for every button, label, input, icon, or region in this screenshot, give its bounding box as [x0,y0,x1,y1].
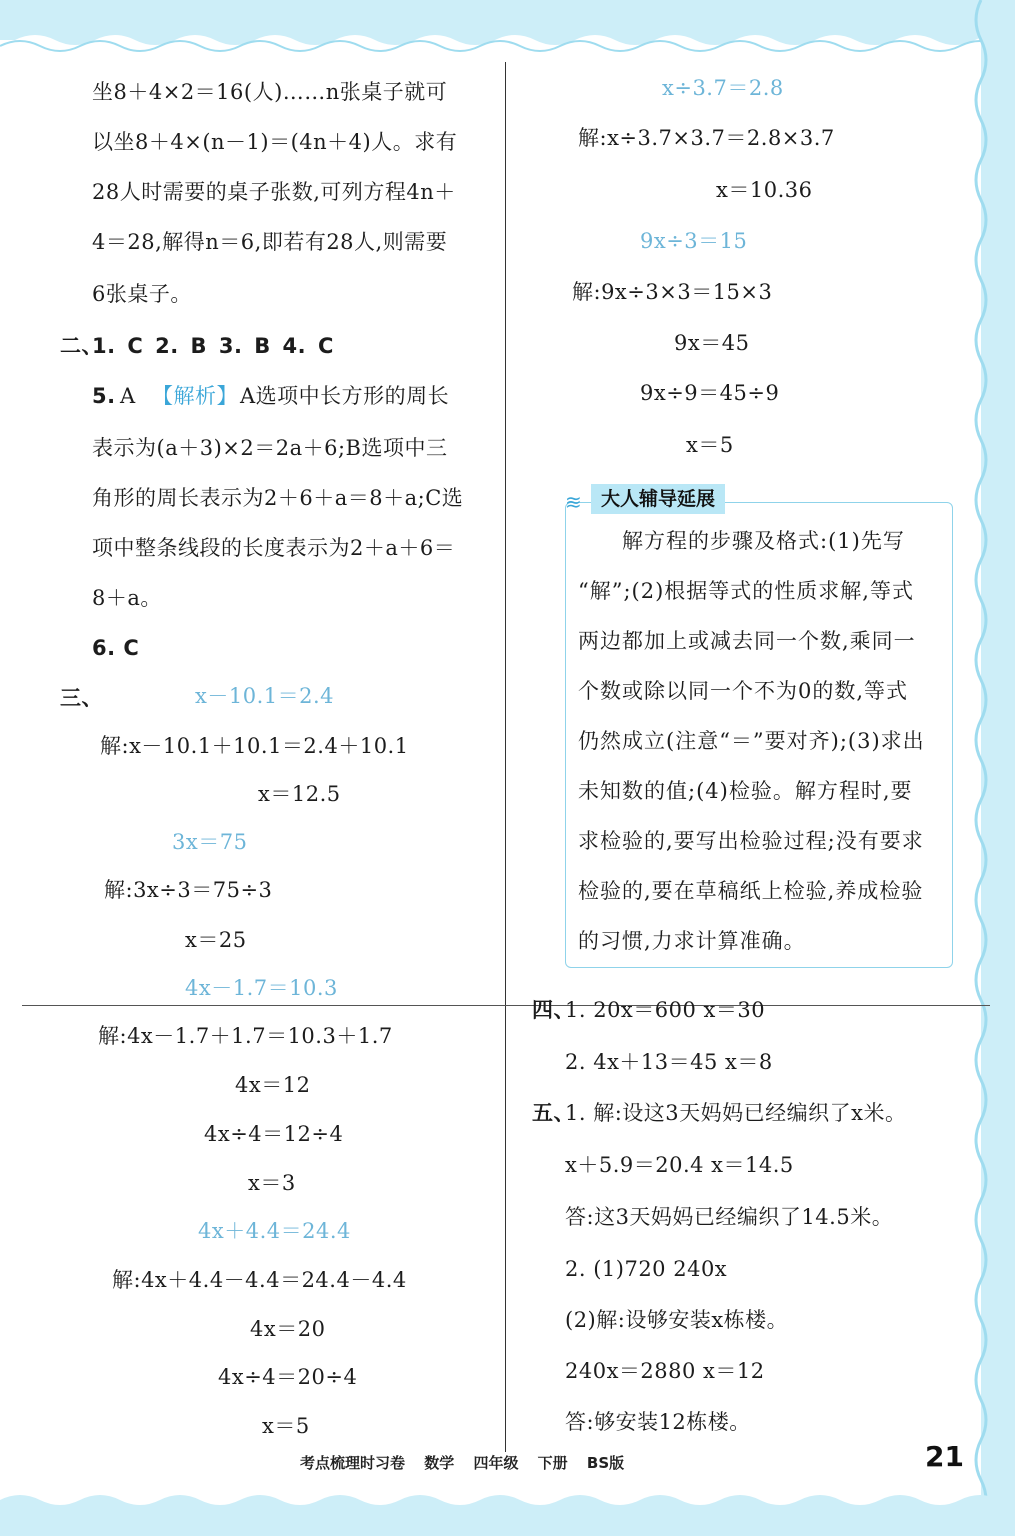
answer-line: 答:够安装12栋楼。 [565,1410,751,1434]
solution-step: 4x÷4＝12÷4 [204,1122,344,1146]
solution-step: 4x＝20 [250,1317,326,1341]
answer-line: 答:这3天妈妈已经编织了14.5米。 [565,1205,894,1229]
answer-line: 1. 解:设这3天妈妈已经编织了x米。 [565,1101,907,1125]
tip-line: 两边都加上或减去同一个数,乘同一 [578,629,916,653]
page-footer: 考点梳理时习卷 数学 四年级 下册 BS版 [300,1454,625,1472]
section-4-label: 四、 [532,998,575,1022]
solution-step: x＝12.5 [258,782,341,806]
section-2-answers: 1. C 2. B 3. B 4. C [92,334,334,358]
tip-line: “解”;(2)根据等式的性质求解,等式 [578,579,914,603]
solution-step: 解:x－10.1＋10.1＝2.4＋10.1 [100,734,409,758]
solution-step: 9x÷9＝45÷9 [640,381,780,405]
equation-6: 9x÷3＝15 [640,229,748,253]
solution-step: 解:x÷3.7×3.7＝2.8×3.7 [578,126,835,150]
paragraph-line: 8＋a。 [92,586,162,610]
paragraph-line: A选项中长方形的周长 [240,384,450,408]
q6-answer: 6. C [92,636,140,660]
tip-title: 大人辅导延展 [591,484,725,514]
answer-line: 240x＝2880 x＝12 [565,1359,765,1383]
paragraph-line: 4＝28,解得n＝6,即若有28人,则需要 [92,230,448,254]
tip-line: 未知数的值;(4)检验。解方程时,要 [578,779,913,803]
tip-line: 求检验的,要写出检验过程;没有要求 [578,829,924,853]
solution-step: 解:4x＋4.4－4.4＝24.4－4.4 [112,1268,407,1292]
solution-step: x＝5 [686,433,734,457]
paragraph-line: 坐8＋4×2＝16(人)……n张桌子就可 [92,80,448,104]
answer-line: (2)解:设够安装x栋楼。 [565,1308,789,1332]
solution-step: 9x＝45 [674,331,750,355]
answer-line: x＋5.9＝20.4 x＝14.5 [565,1153,794,1177]
answer-line: 1. 20x＝600 x＝30 [565,998,766,1022]
tip-line: 的习惯,力求计算准确。 [578,929,806,953]
paragraph-line: 角形的周长表示为2＋6＋a＝8＋a;C选 [92,486,464,510]
equation-2: 3x＝75 [172,830,248,854]
answer-line: 2. 4x＋13＝45 x＝8 [565,1050,773,1074]
column-divider [505,62,506,1452]
equation-4: 4x＋4.4＝24.4 [198,1219,351,1243]
solution-step: 解:3x÷3＝75÷3 [104,878,273,902]
frame-top-border [0,0,1015,58]
paragraph-line: 表示为(a＋3)×2＝2a＋6;B选项中三 [92,436,448,460]
frame-bottom-border [0,1476,1015,1536]
page-number: 21 [925,1440,964,1473]
equation-3: 4x－1.7＝10.3 [185,976,338,1000]
equation-1: x－10.1＝2.4 [195,684,334,708]
answer-line: 2. (1)720 240x [565,1257,728,1281]
solution-step: x＝25 [185,928,247,952]
frame-right-border [967,0,1015,1536]
solution-step: 解:4x－1.7＋1.7＝10.3＋1.7 [98,1024,393,1048]
solution-step: x＝10.36 [716,178,813,202]
solution-step: x＝3 [248,1171,296,1195]
horizontal-divider [22,1005,990,1006]
wave-icon: ≋ [565,490,582,514]
equation-5: x÷3.7＝2.8 [662,76,784,100]
tip-line: 检验的,要在草稿纸上检验,养成检验 [578,879,924,903]
tip-line: 仍然成立(注意“＝”要对齐);(3)求出 [578,729,925,753]
q5-answer: A [120,384,136,408]
tip-line: 解方程的步骤及格式:(1)先写 [622,529,905,553]
solution-step: 4x÷4＝20÷4 [218,1365,358,1389]
paragraph-line: 以坐8＋4×(n－1)＝(4n＋4)人。求有 [92,130,458,154]
solution-step: 解:9x÷3×3＝15×3 [572,280,773,304]
q5-number: 5. [92,384,116,408]
section-2-label: 二、 [60,334,103,358]
section-3-label: 三、 [60,686,103,710]
paragraph-line: 28人时需要的桌子张数,可列方程4n＋ [92,180,456,204]
paragraph-line: 项中整条线段的长度表示为2＋a＋6＝ [92,536,456,560]
paragraph-line: 6张桌子。 [92,282,192,306]
analysis-tag: 【解析】 [152,384,238,408]
solution-step: x＝5 [262,1414,310,1438]
tip-line: 个数或除以同一个不为0的数,等式 [578,679,909,703]
solution-step: 4x＝12 [235,1073,311,1097]
section-5-label: 五、 [532,1101,575,1125]
